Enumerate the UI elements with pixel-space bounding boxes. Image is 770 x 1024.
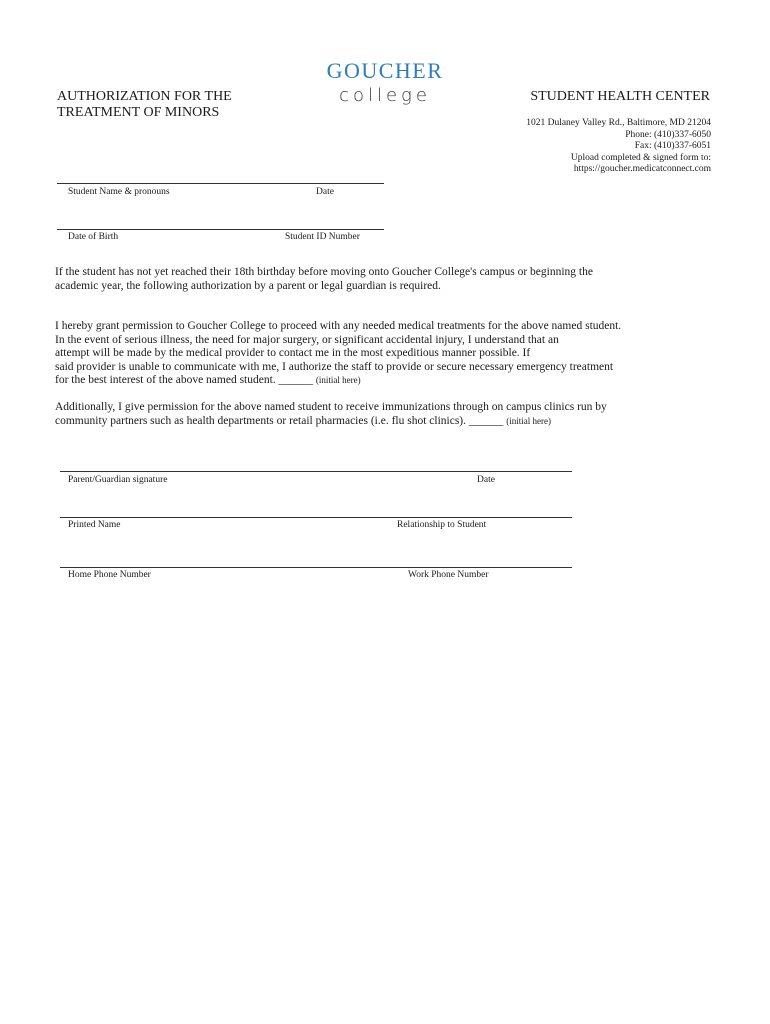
goucher-logo-subtitle: college — [339, 85, 431, 106]
consent-initial-text[interactable]: for the best interest of the above named student. ______ — [55, 374, 316, 386]
consent-line-1: I hereby grant permission to Goucher College to proceed with any needed medical treatments for the above named student. — [55, 320, 622, 332]
goucher-logo-wordmark: GOUCHER — [326, 58, 444, 83]
form-title-line-1: AUTHORIZATION FOR THE — [57, 89, 232, 104]
form-title — [57, 89, 317, 121]
printed-name-line[interactable] — [60, 517, 572, 518]
fax: Fax: (410)337-6051 — [634, 141, 711, 151]
work-phone-label: Work Phone Number — [408, 570, 489, 580]
printed-name-label: Printed Name — [68, 520, 121, 530]
upload-url: https://goucher.medicatconnect.com — [573, 164, 711, 174]
consent-paragraph — [55, 320, 705, 388]
consent-line-3: attempt will be made by the medical provider to contact me in the most expeditious manner possible. If — [55, 347, 531, 359]
home-phone-label: Home Phone Number — [68, 570, 151, 580]
student-id-label: Student ID Number — [285, 232, 360, 242]
initial-here-label: (initial here) — [315, 375, 361, 385]
relationship-label: Relationship to Student — [397, 520, 487, 530]
student-name-label: Student Name & pronouns — [68, 187, 170, 197]
intro-line-1: If the student has not yet reached their 18th birthday before moving onto Goucher College's campus or beginning the — [55, 266, 593, 278]
address: 1021 Dulaney Valley Rd., Baltimore, MD 21204 — [526, 118, 711, 128]
guardian-signature-label: Parent/Guardian signature — [68, 475, 168, 485]
student-name-line[interactable] — [57, 183, 384, 184]
immunization-paragraph — [55, 401, 705, 428]
upload-instruction: Upload completed & signed form to: — [570, 152, 711, 163]
guardian-date-label: Date — [477, 475, 495, 485]
form-title-line-2: TREATMENT OF MINORS — [57, 105, 220, 120]
initial-here-label-2: (initial here) — [506, 415, 551, 426]
dob-line[interactable] — [57, 229, 384, 230]
consent-line-5 — [55, 374, 705, 388]
phone: Phone: (410)337-6050 — [625, 129, 711, 140]
dob-label: Date of Birth — [68, 232, 119, 242]
consent-line-2: In the event of serious illness, the need for major surgery, or significant accidental injury, I understand that an — [55, 333, 559, 346]
contact-block — [440, 118, 711, 176]
phone-line[interactable] — [60, 567, 572, 568]
immunization-line-1: Additionally, I give permission for the above named student to receive immunizations through on campus clinics run by — [55, 401, 607, 413]
student-date-label: Date — [316, 187, 334, 197]
guardian-signature-line[interactable] — [60, 471, 572, 472]
immunization-line-2 — [55, 415, 705, 429]
immunization-initial-text[interactable]: community partners such as health departments or retail pharmacies (i.e. flu shot clinics). ______ — [55, 414, 507, 427]
intro-line-2: academic year, the following authorization by a parent or legal guardian is required. — [55, 279, 441, 292]
intro-paragraph — [55, 266, 705, 293]
consent-line-4: said provider is unable to communicate with me, I authorize the staff to provide or secure necessary emergency treatment — [55, 360, 614, 373]
health-center-name: STUDENT HEALTH CENTER — [530, 89, 710, 104]
